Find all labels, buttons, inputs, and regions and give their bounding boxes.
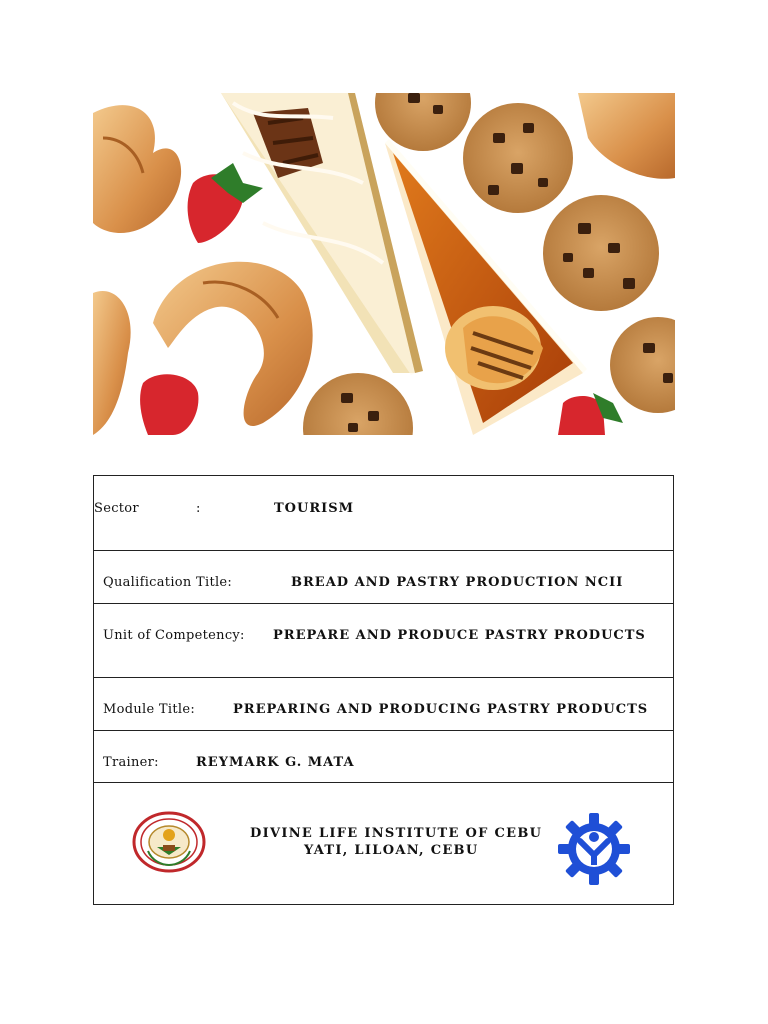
qualification-label: Qualification Title:: [103, 575, 233, 590]
cover-image: [93, 93, 675, 435]
module-row: [94, 678, 674, 731]
module-value: PREPARING AND PRODUCING PASTRY PRODUCTS: [233, 702, 649, 717]
school-address: YATI, LILOAN, CEBU: [304, 843, 479, 858]
qualification-value: BREAD AND PASTRY PRODUCTION NCII: [291, 575, 624, 590]
sector-row: [94, 476, 674, 551]
school-seal-icon: [132, 811, 206, 873]
trainer-value: REYMARK G. MATA: [196, 755, 355, 770]
unit-label: Unit of Competency:: [103, 628, 245, 643]
bread-and-pastry-photo-icon: [93, 93, 675, 435]
module-info-table: [93, 475, 674, 905]
school-row: [94, 783, 674, 905]
sector-value: TOURISM: [274, 501, 354, 516]
sector-colon: :: [196, 501, 201, 516]
module-label: Module Title:: [103, 702, 195, 717]
school-name: DIVINE LIFE INSTITUTE OF CEBU: [250, 826, 543, 841]
qualification-row: [94, 551, 674, 604]
trainer-row: [94, 731, 674, 783]
unit-row: [94, 604, 674, 678]
trainer-label: Trainer:: [103, 755, 159, 770]
sector-label: Sector: [94, 501, 139, 516]
unit-value: PREPARE AND PRODUCE PASTRY PRODUCTS: [273, 628, 646, 643]
tesda-gear-icon: [556, 811, 632, 887]
